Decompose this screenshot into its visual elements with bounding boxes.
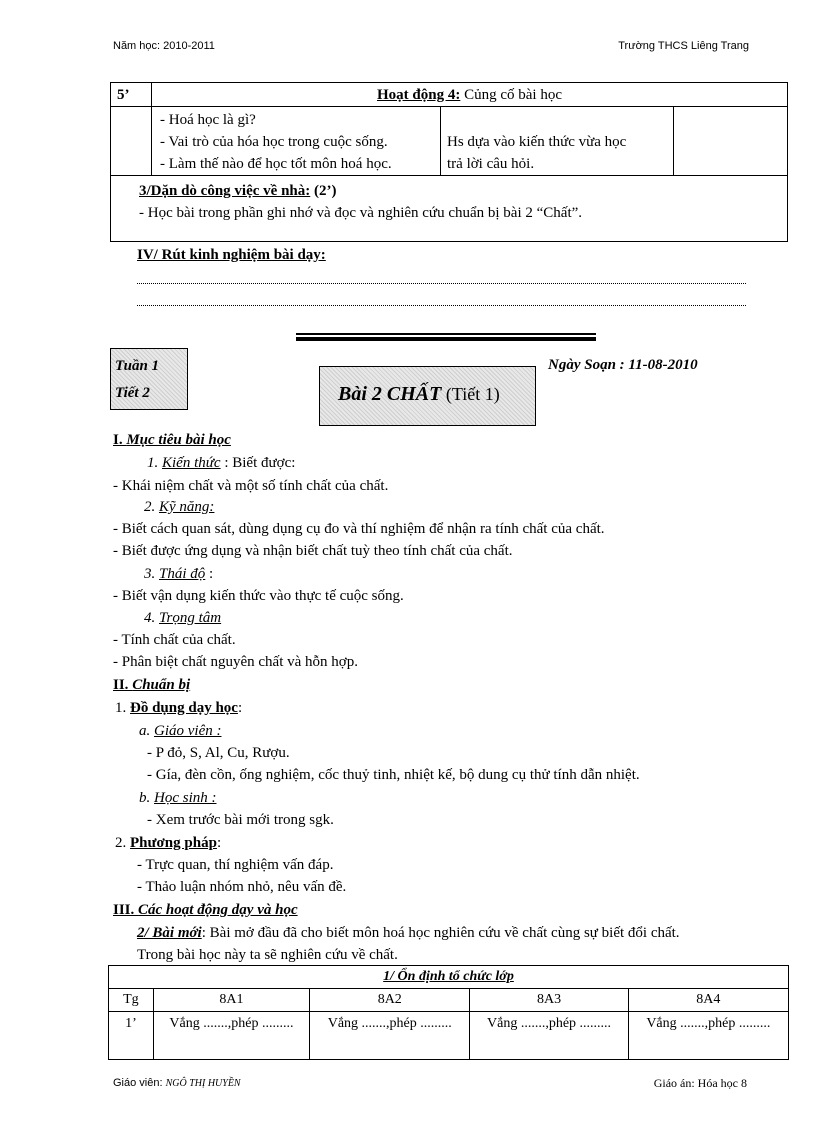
- homework-line: - Học bài trong phần ghi nhớ và đọc và nghiên cứu chuẩn bị bài 2 “Chất”.: [139, 205, 583, 221]
- class-table-cell: Vắng .......,phép .........: [153, 1012, 309, 1060]
- skill-line: - Biết cách quan sát, dùng dụng cụ đo và thí nghiệm để nhận ra tính chất của chất.: [113, 521, 605, 537]
- class-table-cell: Vắng .......,phép .........: [310, 1012, 470, 1060]
- dotted-line: [137, 305, 746, 306]
- class-table-header: 8A2: [310, 989, 470, 1012]
- lesson-title-box: [319, 366, 536, 426]
- student-item: - Xem trước bài mới trong sgk.: [147, 812, 334, 828]
- homework-cell: 3/Dặn dò công việc về nhà: (2’) - Học bài trong phần ghi nhớ và đọc và nghiên cứu chuẩn bị bài 2 “Chất”.: [111, 176, 788, 242]
- section3-title: III. Các hoạt động dạy và học: [113, 902, 298, 918]
- activity-table: [110, 82, 788, 242]
- activity-time: 5’: [111, 83, 152, 107]
- student-activity: Hs dựa vào kiến thức vừa học trả lời câu hỏi.: [441, 107, 674, 176]
- separator: [296, 333, 596, 335]
- class-table-cell: Vắng .......,phép .........: [628, 1012, 788, 1060]
- focus-heading: 4. Trọng tâm: [144, 610, 222, 626]
- new-lesson-line2: Trong bài học này ta sẽ nghiên cứu về chất.: [137, 947, 398, 963]
- week-period-box: [110, 348, 188, 410]
- student-heading: b. Học sinh :: [139, 790, 217, 806]
- class-table: [108, 965, 789, 1060]
- attitude-heading: 3. Thái độ :: [144, 566, 214, 582]
- dotted-line: [137, 283, 746, 284]
- method-item: - Thảo luận nhóm nhỏ, nêu vấn đề.: [137, 879, 347, 895]
- page-footer-left: Giáo viên: NGÔ THỊ HUYỀN: [113, 1077, 241, 1089]
- knowledge-heading: 1. Kiến thức : Biết được:: [147, 455, 296, 471]
- tools-heading: 1. Đồ dụng dạy học:: [115, 700, 243, 716]
- section1-title: I. Mục tiêu bài học: [113, 432, 231, 448]
- skill-line: - Biết được ứng dụng và nhận biết chất tuỳ theo tính chất của chất.: [113, 543, 513, 559]
- method-item: - Trực quan, thí nghiệm vấn đáp.: [137, 857, 334, 873]
- class-table-header: 8A3: [470, 989, 628, 1012]
- period-label: Tiết 2: [115, 385, 150, 401]
- separator: [296, 337, 596, 341]
- skill-heading: 2. Kỹ năng:: [144, 499, 215, 515]
- teacher-item: - Gía, đèn cồn, ống nghiệm, cốc thuỷ tinh, nhiệt kế, bộ dung cụ thử tính dẫn nhiệt.: [147, 767, 640, 783]
- page-header-left: Năm học: 2010-2011: [113, 40, 215, 52]
- knowledge-line: - Khái niệm chất và một số tính chất của chất.: [113, 478, 389, 494]
- focus-line: - Tính chất của chất.: [113, 632, 236, 648]
- teacher-heading: a. Giáo viên :: [139, 723, 222, 739]
- class-table-header: Tg: [109, 989, 154, 1012]
- class-table-title: 1/ Ổn định tổ chức lớp: [109, 966, 789, 989]
- activity-title: Hoạt động 4: Củng cố bài học: [152, 83, 788, 107]
- method-heading: 2. Phương pháp:: [115, 835, 222, 851]
- teacher-activity: - Hoá học là gì? - Vai trò của hóa học trong cuộc sống. - Làm thế nào để học tốt môn hoá học.: [152, 107, 441, 176]
- experience-title: IV/ Rút kinh nghiệm bài dạy:: [137, 247, 326, 263]
- teacher-item: - P đỏ, S, Al, Cu, Rượu.: [147, 745, 290, 761]
- lesson-title: Bài 2 CHẤT (Tiết 1): [338, 383, 500, 405]
- section2-title: II. Chuẩn bị: [113, 677, 191, 693]
- week-label: Tuần 1: [115, 358, 160, 374]
- class-table-header: 8A4: [628, 989, 788, 1012]
- attitude-line: - Biết vận dụng kiến thức vào thực tế cuộc sống.: [113, 588, 404, 604]
- class-table-cell: 1’: [109, 1012, 154, 1060]
- page-header-right: Trường THCS Liêng Trang: [618, 40, 749, 52]
- new-lesson-line: 2/ Bài mới: Bài mở đầu đã cho biết môn hoá học nghiên cứu về chất cùng sự biết đổi chất.: [137, 925, 680, 941]
- class-table-cell: Vắng .......,phép .........: [470, 1012, 628, 1060]
- page-footer-right: Giáo án: Hóa học 8: [653, 1076, 747, 1090]
- lesson-date: Ngày Soạn : 11-08-2010: [548, 357, 698, 373]
- class-table-header: 8A1: [153, 989, 309, 1012]
- homework-title: 3/Dặn dò công việc về nhà:: [139, 183, 311, 199]
- focus-line: - Phân biệt chất nguyên chất và hỗn hợp.: [113, 654, 358, 670]
